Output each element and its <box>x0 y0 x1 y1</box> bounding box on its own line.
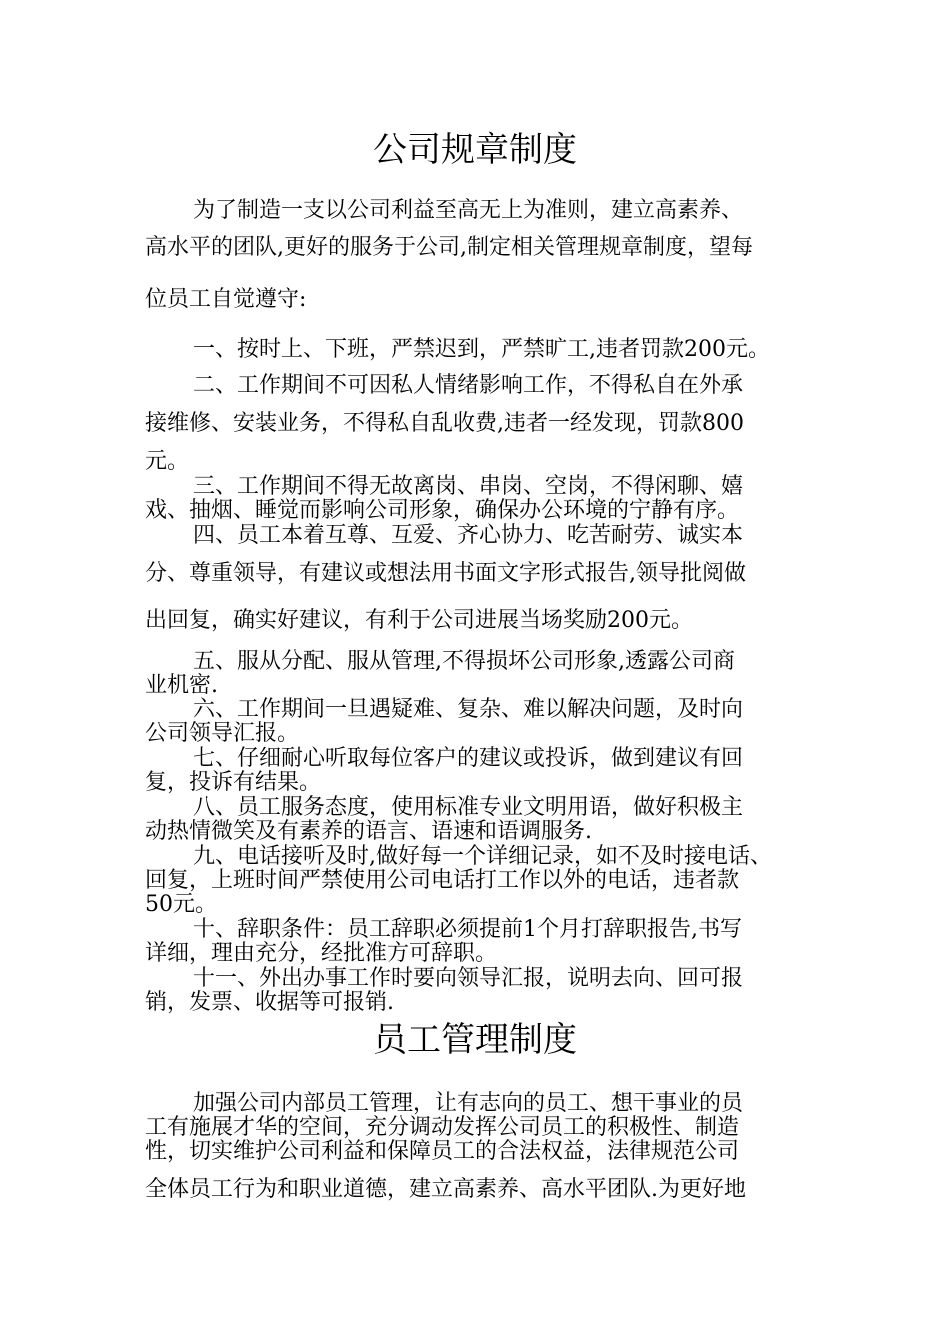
rule-line: 一、按时上、下班，严禁迟到，严禁旷工,违者罚款200元。 <box>193 337 770 362</box>
rule-line: 十、辞职条件：员工辞职必须提前1个月打辞职报告,书写 <box>193 917 742 942</box>
rule-line: 九、电话接听及时,做好每一个详细记录，如不及时接电话、 <box>193 844 772 869</box>
section-title: 员工管理制度 <box>373 1020 577 1060</box>
rule-line: 出回复，确实好建议，有利于公司进展当场奖励200元。 <box>145 608 693 633</box>
rule-line: 业机密. <box>145 673 218 698</box>
rule-line: 七、仔细耐心听取每位客户的建议或投诉，做到建议有回 <box>193 746 744 771</box>
intro-line: 高水平的团队,更好的服务于公司,制定相关管理规章制度，望每 <box>145 235 753 260</box>
rule-line: 动热情微笑及有素养的语言、语速和语调服务. <box>145 819 592 844</box>
rule-line: 二、工作期间不可因私人情绪影响工作，不得私自在外承 <box>193 373 744 398</box>
rule-line: 八、员工服务态度，使用标准专业文明用语，做好积极主 <box>193 795 744 820</box>
intro-line: 为了制造一支以公司利益至高无上为准则，建立高素养、 <box>193 198 744 223</box>
rule-line: 接维修、安装业务，不得私自乱收费,违者一经发现，罚款800 <box>145 411 744 436</box>
rule-line: 三、工作期间不得无故离岗、串岗、空岗，不得闲聊、嬉 <box>193 474 744 499</box>
intro-line: 全体员工行为和职业道德，建立高素养、高水平团队.为更好地 <box>145 1177 746 1202</box>
intro-line: 位员工自觉遵守: <box>145 287 307 312</box>
rule-line: 四、员工本着互尊、互爱、齐心协力、吃苦耐劳、诚实本 <box>193 523 744 548</box>
rule-line: 十一、外出办事工作时要向领导汇报，说明去向、回可报 <box>193 966 744 991</box>
rule-line: 销，发票、收据等可报销. <box>145 990 394 1015</box>
rule-line: 元。 <box>145 449 190 474</box>
rule-line: 回复，上班时间严禁使用公司电话打工作以外的电话，违者款 <box>145 868 740 893</box>
intro-line: 工有施展才华的空间，充分调动发挥公司员工的积极性、制造 <box>145 1115 740 1140</box>
rule-line: 五、服从分配、服从管理,不得损坏公司形象,透露公司商 <box>193 649 735 674</box>
rule-line: 戏、抽烟、睡觉而影响公司形象，确保办公环境的宁静有序。 <box>145 498 740 523</box>
rule-line: 详细，理由充分，经批准方可辞职。 <box>145 941 498 966</box>
rule-line: 50元。 <box>145 892 217 917</box>
rule-line: 公司领导汇报。 <box>145 721 300 746</box>
rule-line: 六、工作期间一旦遇疑难、复杂、难以解决问题，及时向 <box>193 697 744 722</box>
intro-line: 性，切实维护公司利益和保障员工的合法权益，法律规范公司 <box>145 1139 740 1164</box>
intro-line: 加强公司内部员工管理，让有志向的员工、想干事业的员 <box>193 1091 744 1116</box>
page-title: 公司规章制度 <box>373 130 577 170</box>
rule-line: 分、尊重领导，有建议或想法用书面文字形式报告,领导批阅做 <box>145 561 746 586</box>
rule-line: 复，投诉有结果。 <box>145 770 322 795</box>
